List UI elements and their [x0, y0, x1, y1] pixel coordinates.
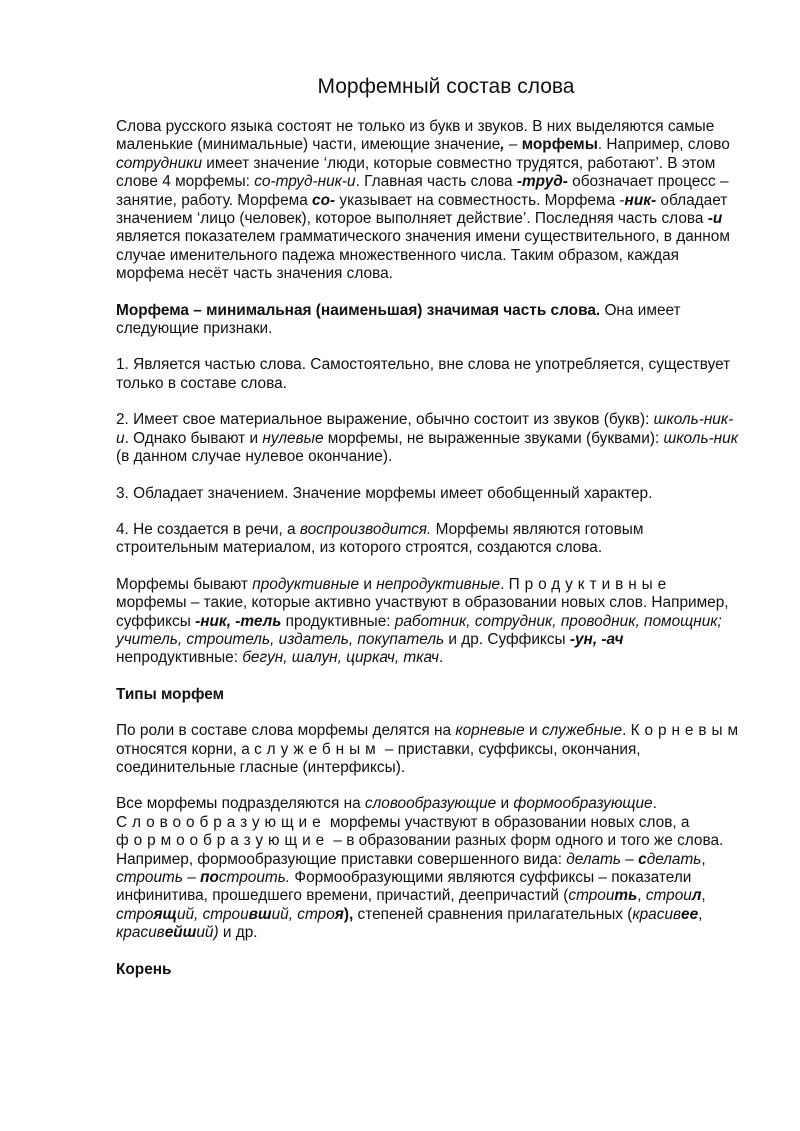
text-run: относятся корни, а [116, 740, 255, 758]
text-run: . Например, слово [597, 136, 730, 154]
text-run: . [652, 795, 657, 813]
text-run: ящ [153, 905, 177, 923]
text-run: работник, сотрудник, проводник, помощник; учитель, строитель, издатель, покупатель [116, 612, 722, 648]
text-run: я [334, 905, 344, 923]
text-run: ), [343, 905, 354, 923]
text-run: словообразующие [364, 795, 497, 813]
text-run: формообразующие [116, 832, 330, 850]
text-run: . Главная часть слова [355, 173, 517, 191]
text-run: Морфемы являются готовым строительным материалом, из которого строятся, создаются слова. [116, 520, 644, 557]
text-run: -и [707, 210, 723, 228]
text-run: 1. Является частью слова. Самостоятельно, вне слова не употребляется, существует только в составе слова. [116, 356, 731, 392]
text-run: , [698, 905, 703, 923]
text-run: школь-ник-и [116, 411, 734, 447]
text-run: с [638, 850, 647, 868]
text-run: сотрудники [116, 154, 203, 172]
text-run: -труд- [516, 173, 568, 191]
text-run: ее [681, 905, 699, 923]
text-run: делать [646, 850, 702, 868]
text-run: служебным [254, 740, 381, 758]
text-run: строи [645, 887, 692, 905]
text-run: служебные [541, 722, 623, 740]
heading-morpheme-types: Типы морфем [116, 685, 224, 703]
text-run: обладает значением ‘лицо (человек), которое выполняет действие’. Последняя часть слова [116, 191, 728, 228]
text-run: школь-ник [663, 429, 738, 447]
text-run: и [524, 722, 542, 740]
text-run: , [637, 887, 646, 905]
text-run: Корневым [630, 722, 744, 740]
text-run: корневые [455, 722, 525, 740]
text-run: (в данном случае нулевое окончание). [116, 448, 393, 466]
text-run: продуктивные: [281, 612, 395, 630]
text-run: -ун, -ач [569, 630, 624, 648]
text-run: непродуктивные: [116, 649, 243, 667]
text-run: со-труд-ник-и [254, 173, 356, 191]
text-run: – [504, 136, 522, 154]
text-run: указывает на совместность. Морфема - [335, 191, 625, 209]
text-run: ий, [176, 905, 203, 923]
text-run: Все морфемы подразделяются на [116, 795, 365, 813]
text-run: . [439, 649, 444, 667]
paragraph-word-form-building [116, 795, 744, 942]
text-run: , [701, 887, 706, 905]
text-run: 2. Имеет свое материальное выражение, обычно состоит из звуков (букв): [116, 411, 654, 429]
text-run: и [359, 575, 377, 593]
text-run: Формообразующими являются суффиксы – показатели инфинитива, прошедшего времени, причастий, деепричастий ( [116, 869, 692, 905]
text-run: Она имеет следующие признаки. [116, 301, 681, 338]
text-run: строить [116, 869, 183, 886]
text-run: – [182, 869, 201, 886]
text-run: строить. [218, 869, 291, 886]
text-run: Продуктивные [508, 575, 672, 593]
text-run: ть [614, 887, 638, 905]
text-run: и [496, 795, 514, 813]
text-run: делать [566, 850, 621, 868]
paragraph-feature-1 [116, 356, 744, 393]
text-run: стро [116, 905, 154, 923]
text-run: нулевые [262, 429, 324, 447]
text-run: Морфемы бывают [116, 575, 253, 593]
text-run: обозначает процесс – занятие, работу. Морфема [116, 173, 729, 209]
text-run: стро [297, 905, 335, 923]
text-run: ий, [271, 905, 298, 923]
text-run: – [621, 850, 639, 868]
text-run: Слова русского языка состоят не только из букв и звуков. В них выделяются самые маленькие (минимальные) части, имеющие значение [116, 118, 715, 154]
text-run: непродуктивные [376, 575, 501, 593]
text-run: ейш [164, 924, 197, 942]
paragraph-intro [116, 118, 744, 284]
text-run: вш [248, 905, 272, 923]
document-title: Морфемный состав слова [317, 75, 575, 98]
text-run: формообразующие [513, 795, 653, 813]
text-run: по [200, 869, 219, 886]
text-run: со- [312, 191, 336, 209]
text-run: л [691, 887, 702, 905]
text-run: морфемы, не выраженные звуками (буквами): [323, 429, 664, 447]
text-run: . [622, 722, 631, 740]
text-run: ий) [196, 924, 219, 942]
text-run: – приставки, суффиксы, окончания, соединительные гласные (интерфиксы). [116, 740, 641, 776]
text-run: . [500, 575, 509, 593]
paragraph-feature-2 [116, 411, 744, 466]
text-run: – в образовании разных форм одного и того же слова. Например, формообразующие приставки совершенного вида: [116, 832, 724, 868]
text-run: 3. Обладает значением. Значение морфемы имеет обобщенный характер. [116, 484, 653, 502]
text-run: , [701, 850, 706, 868]
text-run: морфемы [521, 136, 598, 154]
text-run: имеет значение ‘люди, которые совместно трудятся, работают’. В этом слове 4 морфемы: [116, 154, 716, 191]
paragraph-definition [116, 302, 744, 339]
text-run: красив [632, 905, 682, 923]
text-run: морфемы – такие, которые активно участвуют в образовании новых слов. Например, суффиксы [116, 594, 729, 630]
text-run: и др. [218, 924, 258, 942]
text-run: Словообразующие [116, 813, 326, 831]
heading-root: Корень [116, 960, 172, 978]
text-run: воспроизводится. [299, 520, 432, 538]
text-run: По роли в составе слова морфемы делятся на [116, 722, 456, 740]
document-page [116, 74, 744, 997]
text-run: Морфема – минимальная (наименьшая) значимая часть слова. [116, 301, 601, 319]
text-run: -ник, -тель [195, 612, 282, 630]
text-run: продуктивные [252, 575, 360, 593]
paragraph-feature-3 [116, 485, 744, 503]
text-run: степеней сравнения прилагательных ( [353, 905, 633, 923]
text-run: и др. Суффиксы [444, 630, 570, 648]
text-run: морфемы участвуют в образовании новых слов, а [325, 813, 690, 831]
paragraph-productive [116, 576, 744, 668]
text-run: строи [568, 887, 615, 905]
text-run: бегун, шалун, циркач, ткач [242, 649, 439, 667]
text-run: строи [202, 905, 249, 923]
text-run: является показателем грамматического значения имени существительного, в данном случае именительного падежа множественного числа. Таким образом, каждая морфема несёт часть значения слова. [116, 228, 730, 283]
text-run: . Однако бывают и [124, 429, 263, 447]
text-run: ник- [624, 191, 657, 209]
paragraph-feature-4 [116, 521, 744, 558]
paragraph-root-service [116, 722, 744, 777]
text-run: 4. Не создается в речи, а [116, 520, 300, 538]
text-run: , [500, 136, 505, 154]
text-run: красив [116, 924, 165, 942]
